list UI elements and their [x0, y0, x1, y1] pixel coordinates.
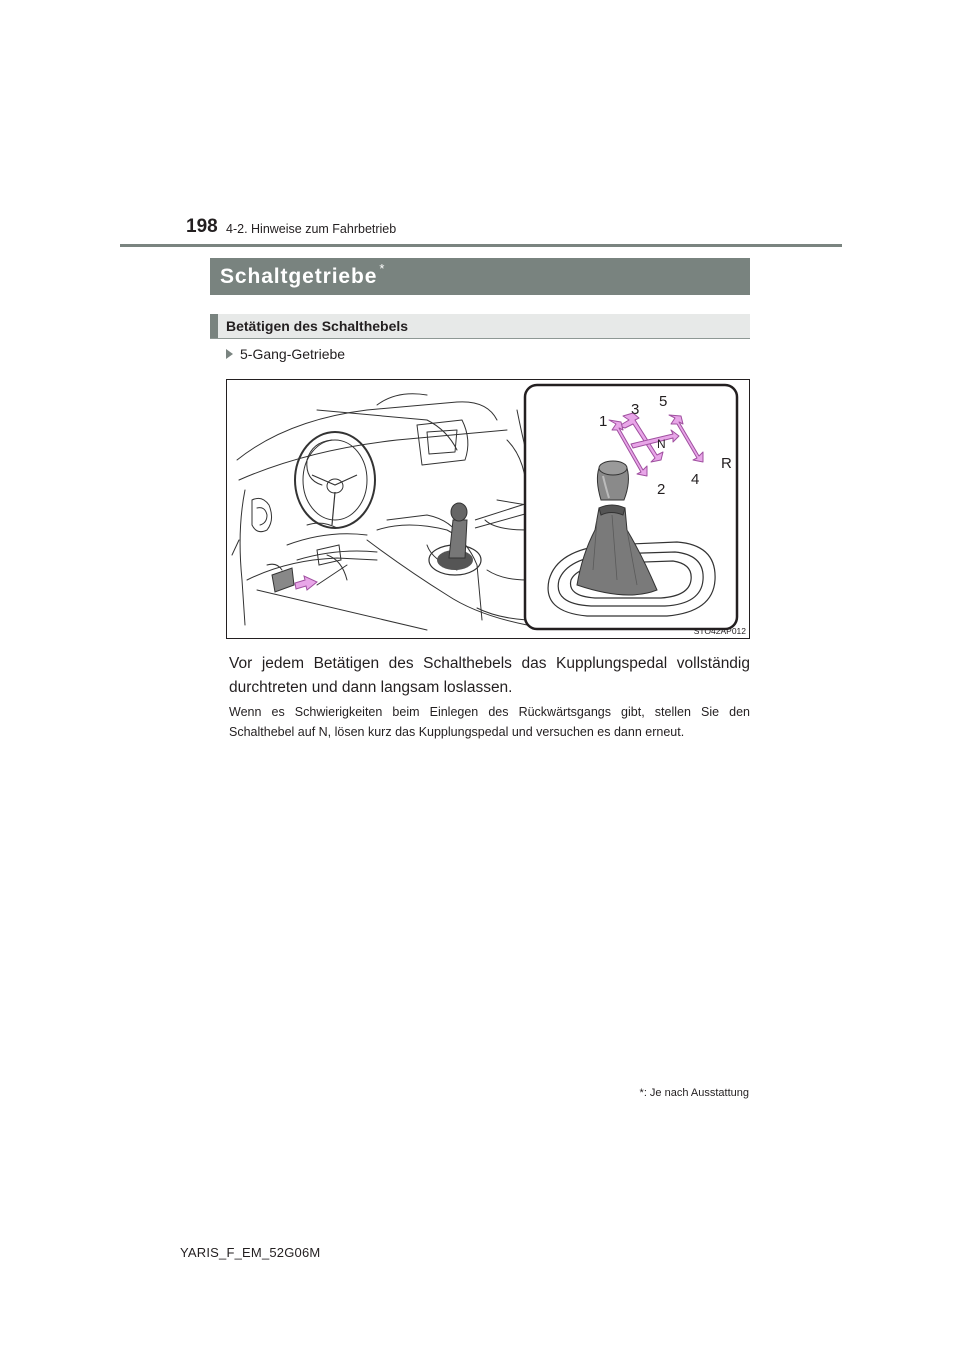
- footnote-text: : Je nach Ausstattung: [643, 1087, 749, 1099]
- subsection-title: Betätigen des Schalthebels: [226, 318, 409, 334]
- gear-label-n: N: [657, 437, 666, 451]
- subsection-accent: [210, 314, 218, 338]
- subsection-title-bar: [210, 314, 750, 339]
- section-title: Schaltgetriebe: [220, 265, 378, 288]
- gear-label-1: 1: [599, 413, 608, 430]
- gear-label-3: 3: [631, 401, 640, 418]
- footnote-star: *: [639, 1087, 644, 1099]
- running-head: 4-2. Hinweise zum Fahrbetrieb: [226, 222, 397, 236]
- gear-label-r: R: [721, 455, 732, 472]
- bullet-triangle-icon: [226, 349, 233, 359]
- footnote-marker: *: [379, 261, 386, 276]
- reverse-gear-note: Wenn es Schwierigkeiten beim Einlegen des Rückwärtsgangs gibt, stellen Sie den Schalthebel auf N, lösen kurz das Kupplungspedal und versuchen es dann erneut.: [229, 705, 750, 739]
- gear-label-2: 2: [657, 481, 666, 498]
- bullet-text: 5-Gang-Getriebe: [240, 346, 346, 362]
- gearshift-drawing: [227, 380, 749, 638]
- bullet-item: [226, 346, 345, 362]
- footnote: [640, 1087, 749, 1099]
- section-title-bar: [210, 258, 750, 295]
- header-rule: [120, 244, 842, 247]
- figure-id: STO42AP012: [693, 626, 746, 636]
- footer-code: YARIS_F_EM_52G06M: [180, 1245, 321, 1260]
- main-instruction: Vor jedem Betätigen des Schalthebels das Kupplungspedal vollständig durchtreten und dann langsam loslassen.: [229, 655, 750, 696]
- gear-label-4: 4: [691, 471, 700, 488]
- gear-label-5: 5: [659, 393, 668, 410]
- gearshift-illustration: [226, 379, 750, 639]
- page-number: 198: [186, 216, 218, 237]
